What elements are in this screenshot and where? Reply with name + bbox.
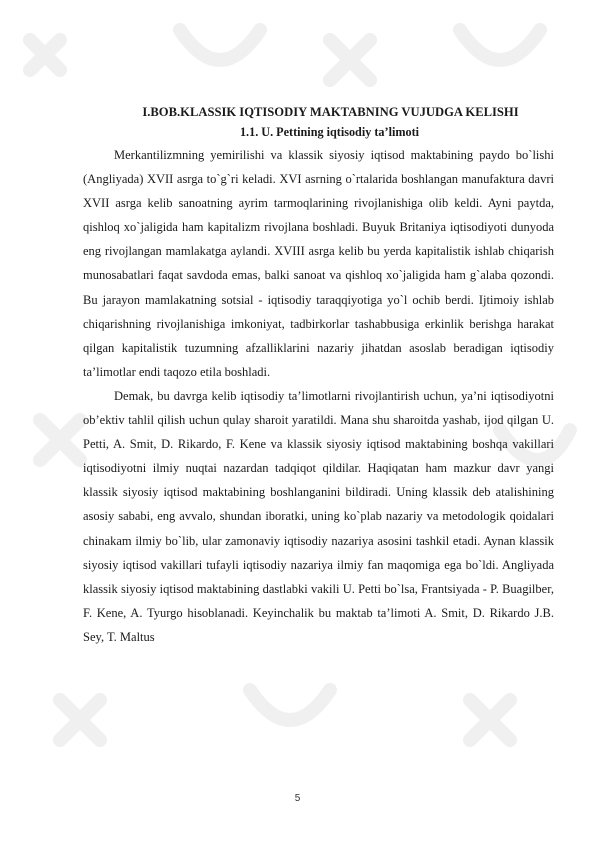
watermark-mark (460, 30, 540, 60)
paragraph-1: Merkantilizmning yemirilishi va klassik siyosiy iqtisod maktabining paydo bo`lishi (Angliyada) XVII asrga to`g`ri keladi. XVI asrning o`rtalarida boshlangan manufaktura davri XVII asrga kelib sanoatning ayrim tarmoqlarining rivojlanishiga olib keldi. Ayni paytda, qishloq xo`jaligida ham kapitalizm rivojlana boshladi. Buyuk Britaniya iqtisodiyoti dunyoda eng rivojlangan mamlakatga aylandi. XVIII asrga kelib bu yerda kapitalistik ishlab chiqarish munosabatlari faqat savdoda emas, balki sanoat va qishloq xo`jaligida ham g`alaba qozondi. Bu jarayon mamlakatning sotsial - iqtisodiy taraqqiyotiga yo`l ochib berdi. Ijtimoiy ishlab chiqarishning rivojlanishiga imkoniyat, tadbirkorlar tashabbusiga erkinlik berishga harakat qilgan kapitalistik tuzumning afzalliklarini nazariy jihatdan asoslab beradigan iqtisodiy ta’limotlar endi taqozo etila boshladi. (83, 148, 554, 379)
watermark-mark (330, 40, 370, 80)
watermark-mark (180, 30, 260, 60)
watermark-mark (470, 700, 510, 740)
watermark-mark (250, 690, 330, 720)
watermark-mark (30, 40, 60, 70)
document-body (83, 102, 554, 649)
watermark-mark (40, 420, 80, 460)
section-title: 1.1. U. Pettining iqtisodiy ta’limoti (239, 125, 420, 139)
watermark-mark (60, 700, 100, 740)
page-number: 5 (294, 793, 301, 804)
chapter-title: I.BOB.KLASSIK IQTISODIY MAKTABNING VUJUDGA KELISHI (142, 105, 519, 119)
paragraph-2: Demak, bu davrga kelib iqtisodiy ta’limotlarni rivojlantirish uchun, ya’ni iqtisodiyotni ob’ektiv tahlil qilish uchun qulay sharoit yaratildi. Mana shu sharoitda yashab, ijod qilgan U. Petti, A. Smit, D. Rikardo, F. Kene va klassik siyosiy iqtisod maktabining boshqa vakillari iqtisodiyotni ilmiy nuqtai nazardan tadqiqot qildilar. Haqiqatan ham mazkur davr yangi klassik siyosiy iqtisod maktabining boshlanganini bildiradi. Uning klassik deb atalishining asosiy sababi, eng avvalo, shundan iboratki, uning ko`plab nazariy va metodologik qoidalari chinakam ilmiy bo`lib, ular zamonaviy iqtisodiy nazariya asosini tashkil etadi. Aynan klassik siyosiy iqtisod vakillari tufayli iqtisodiy nazariya ilmiy fan maqomiga ega bo`ldi. Angliyada klassik siyosiy iqtisod maktabining dastlabki vakili U. Petti bo`lsa, Frantsiyada - P. Buagilber, F. Kene, A. Tyurgo hisoblanadi. Keyinchalik bu maktab ta’limoti A. Smit, D. Rikardo J.B. Sey, T. Maltus (83, 388, 554, 644)
